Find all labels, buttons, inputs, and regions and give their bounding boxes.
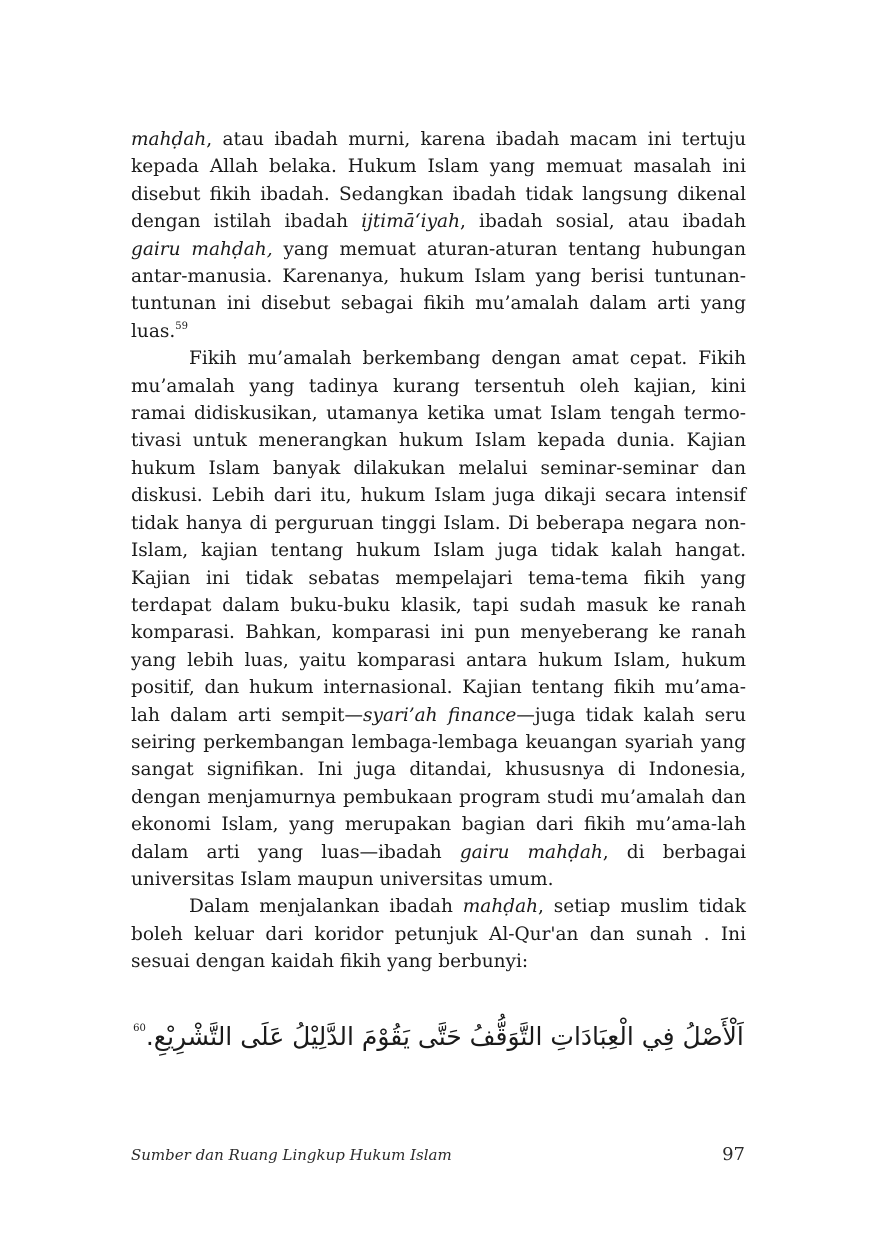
paragraph-1-text-c: yang memuat aturan-aturan tentang hubungan antar-manusia. Karenanya, hukum Islam yang berisi tuntunan-tuntunan ini disebut sebagai fikih mu’amalah dalam arti yang luas.	[131, 238, 746, 342]
term-ijtimaiyah: ijtimā‘iyah	[361, 211, 460, 233]
paragraph-1	[131, 126, 746, 345]
paragraph-3	[131, 893, 746, 975]
arabic-maxim-text: اَلْأَصْلُ فِي الْعِبَادَاتِ التَّوَقُّفُ حَتَّى يَقُوْمَ الدَّلِيْلُ عَلَى التَّشْرِيْعِ.	[145, 1022, 744, 1051]
paragraph-2	[131, 345, 746, 893]
term-syariah-finance: syari’ah finance	[363, 704, 517, 726]
term-mahdah-3: mahḍah	[462, 896, 539, 918]
footnote-ref-60[interactable]: 60	[133, 1023, 146, 1034]
paragraph-3-text-a: Dalam menjalankan ibadah	[189, 896, 463, 918]
term-gairu-mahdah-2: gairu mahḍah	[459, 841, 603, 863]
paragraph-1-text-b: , ibadah sosial, atau ibadah	[460, 211, 746, 233]
paragraph-2-text-b: —juga tidak kalah seru seiring perkembangan lembaga-lembaga keuangan syariah yang sangat signifikan. Ini juga ditandai, khususnya di Indonesia, dengan menjamurnya pembukaan program studi mu’amalah dan ekonomi Islam, yang merupakan bagian dari fikih mu’ama-lah dalam arti yang luas—ibadah	[131, 704, 746, 863]
paragraph-2-text-a: Fikih mu’amalah berkembang dengan amat cepat. Fikih mu’amalah yang tadinya kurang tersentuh oleh kajian, kini ramai didiskusikan, utamanya ketika umat Islam tengah termo-tivasi untuk menerangkan hukum Islam kepada dunia. Kajian hukum Islam banyak dilakukan melalui seminar-seminar dan diskusi. Lebih dari itu, hukum Islam juga dikaji secara intensif tidak hanya di perguruan tinggi Islam. Di beberapa negara non-Islam, kajian tentang hukum Islam juga tidak kalah hangat. Kajian ini tidak sebatas mempelajari tema-tema fikih yang terdapat dalam buku-buku klasik, tapi sudah masuk ke ranah komparasi. Bahkan, komparasi ini pun menyeberang ke ranah yang lebih luas, yaitu komparasi antara hukum Islam, hukum positif, dan hukum internasional. Kajian tentang fikih mu’ama-lah dalam arti sempit—	[131, 348, 746, 726]
footnote-ref-59[interactable]: 59	[175, 320, 188, 332]
term-gairu-mahdah: gairu mahḍah,	[131, 238, 273, 260]
main-text	[131, 126, 746, 976]
page-number: 97	[722, 1144, 745, 1165]
paragraph-2-text-c: , di berbagai universitas Islam maupun universitas umum.	[131, 841, 746, 890]
arabic-legal-maxim	[131, 1010, 746, 1064]
term-mahdah: mahḍah	[131, 129, 207, 150]
paragraph-1-text-a: , atau ibadah murni, karena ibadah macam ini tertuju kepada Allah belaka. Hukum Islam yang memuat masalah ini disebut fikih ibadah. Sedangkan ibadah tidak langsung dikenal dengan istilah ibadah	[131, 129, 746, 233]
paragraph-3-text-b: , setiap muslim tidak boleh keluar dari koridor petunjuk Al-Qur'an dan sunah . Ini sesuai dengan kaidah fikih yang berbunyi:	[131, 896, 746, 973]
running-footer-title: Sumber dan Ruang Lingkup Hukum Islam	[131, 1146, 452, 1164]
